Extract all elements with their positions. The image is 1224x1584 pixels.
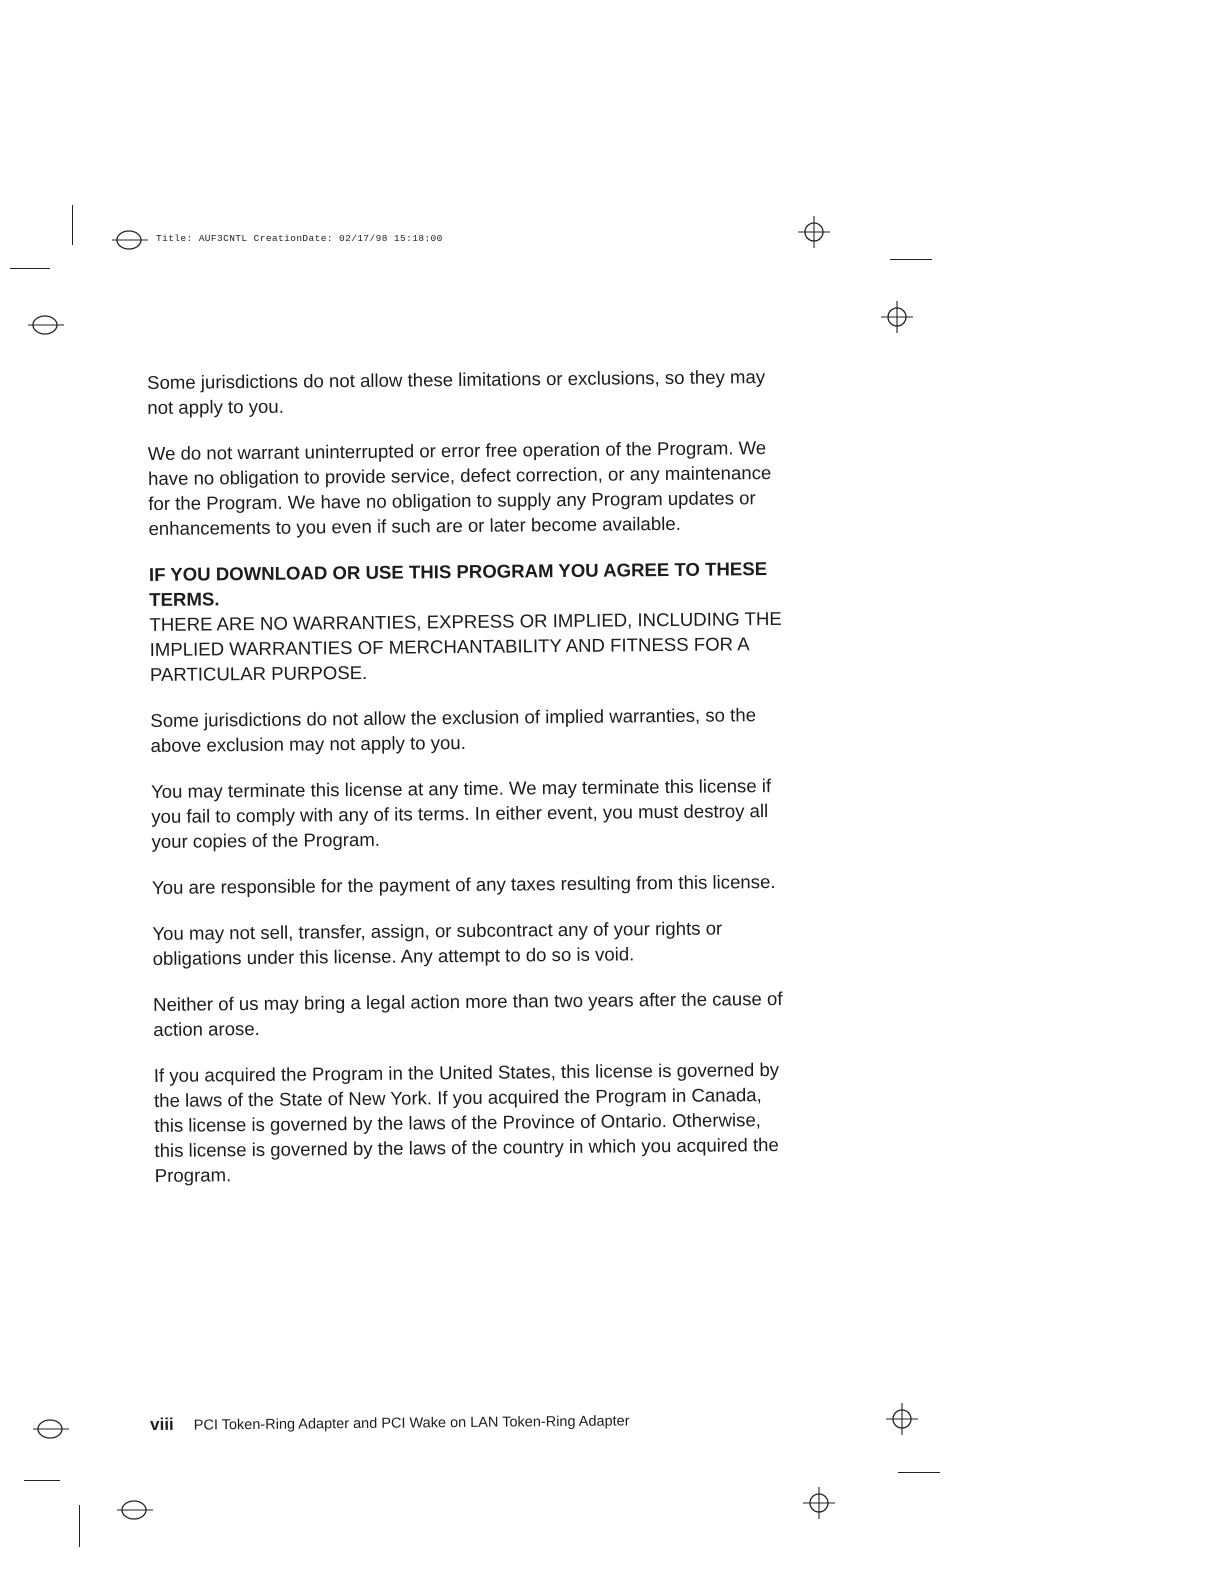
paragraph: You may terminate this license at any time. We may terminate this license if you fail to comply with any of its terms. In either event, you must destroy all your copies of the Program. (150, 775, 772, 852)
crop-mark-bottom-left-vertical (79, 1505, 80, 1547)
registration-mark-icon (886, 1403, 918, 1435)
page-footer (150, 1410, 630, 1435)
registration-mark-icon (117, 1497, 153, 1523)
registration-mark-icon (881, 301, 913, 333)
registration-mark-icon (803, 1487, 835, 1519)
paragraph: We do not warrant uninterrupted or error free operation of the Program. We have no obligation to provide service, defect correction, or any maintenance for the Program. We have no obligation to supply any Program updates or enhancements to you even if such are or later become available. (147, 437, 772, 539)
page-number: viii (150, 1414, 174, 1434)
paragraph: Some jurisdictions do not allow the exclusion of implied warranties, so the above exclusion may not apply to you. (150, 704, 757, 756)
paragraph: You are responsible for the payment of any taxes resulting from this license. (151, 870, 776, 898)
print-slug-line: Title: AUF3CNTL CreationDate: 02/17/98 15:18:00 (156, 233, 443, 244)
crop-mark-bottom-left-horizontal (24, 1480, 60, 1481)
registration-mark-icon (33, 1416, 69, 1442)
registration-mark-icon (28, 312, 64, 338)
license-body (147, 364, 795, 1209)
paragraph: Some jurisdictions do not allow these limitations or exclusions, so they may not apply to you. (147, 366, 766, 418)
book-title: PCI Token-Ring Adapter and PCI Wake on LAN Token-Ring Adapter (193, 1413, 630, 1434)
registration-mark-icon (112, 227, 148, 253)
paragraph: Neither of us may bring a legal action more than two years after the cause of action arose. (152, 987, 783, 1040)
paragraph: You may not sell, transfer, assign, or subcontract any of your rights or obligations under this license. Any attempt to do so is void. (152, 917, 723, 969)
registration-mark-icon (798, 216, 830, 248)
crop-mark-top-right-horizontal (890, 259, 932, 260)
crop-mark-top-left-vertical (72, 205, 73, 245)
crop-mark-top-left-horizontal (10, 268, 50, 269)
agreement-heading: IF YOU DOWNLOAD OR USE THIS PROGRAM YOU AGREE TO THESE TERMS. (148, 558, 768, 610)
warranty-disclaimer: THERE ARE NO WARRANTIES, EXPRESS OR IMPLIED, INCLUDING THE IMPLIED WARRANTIES OF MERCHANTABILITY AND FITNESS FOR A PARTICULAR PURPOSE. (149, 607, 782, 685)
paragraph: If you acquired the Program in the United States, this license is governed by the laws of the State of New York. If you acquired the Program in Canada, this license is governed by the laws of the Province of Ontario. Otherwise, this license is governed by the laws of the country in which you acquired the Program. (153, 1058, 780, 1186)
crop-mark-bottom-right-horizontal (898, 1472, 940, 1473)
